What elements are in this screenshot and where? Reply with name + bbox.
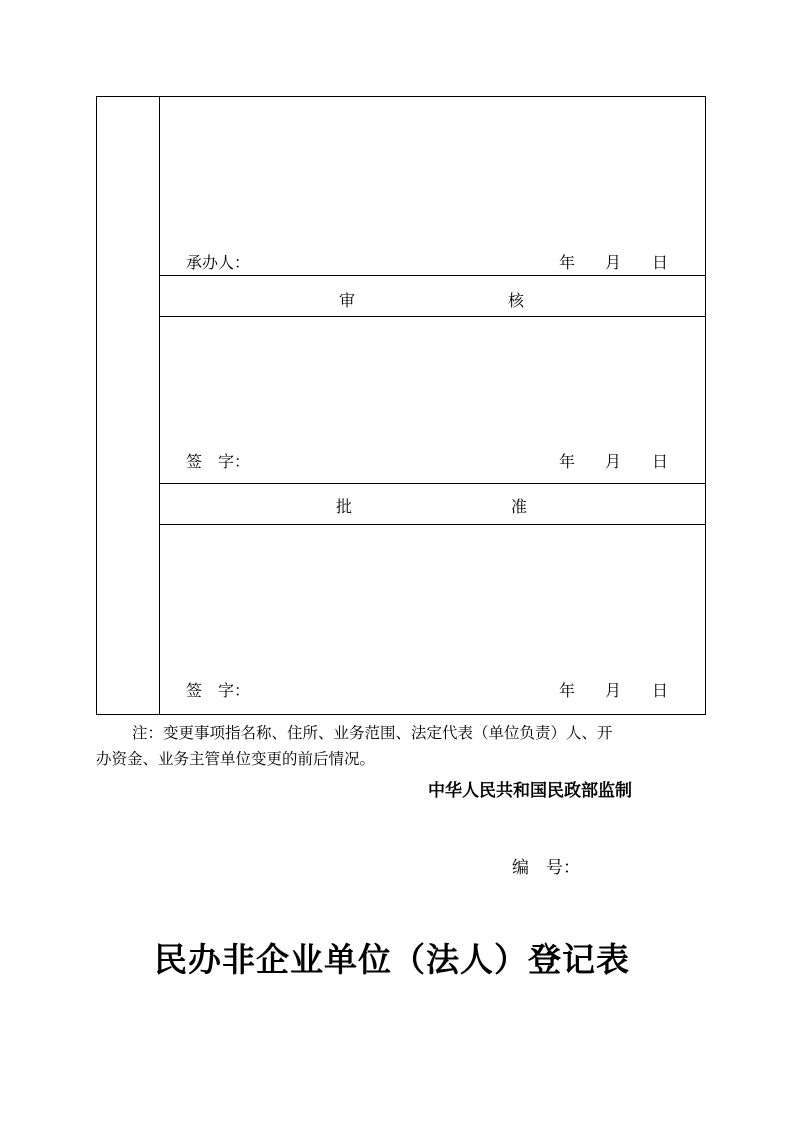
approve-sign-label: 签 字：	[186, 681, 251, 700]
handler-label: 承办人：	[186, 253, 251, 272]
left-column-divider	[159, 96, 160, 715]
row-divider-review-header	[159, 316, 706, 317]
handler-date-day: 日	[652, 253, 669, 272]
approve-header-left: 批	[336, 497, 353, 516]
review-sign-label: 签 字：	[186, 452, 251, 471]
row-divider-approve-header	[159, 524, 706, 525]
issuer-line: 中华人民共和国民政部监制	[428, 781, 632, 801]
approve-date-day: 日	[652, 681, 669, 700]
row-divider-handler	[159, 275, 706, 276]
approve-date-year: 年	[559, 681, 576, 700]
note-line-1: 注：变更事项指名称、住所、业务范围、法定代表（单位负责）人、开	[132, 724, 613, 742]
row-divider-review-sign	[159, 483, 706, 484]
review-header-left: 审	[339, 291, 356, 310]
note-line-2: 办资金、业务主管单位变更的前后情况。	[96, 750, 376, 768]
document-title: 民办非企业单位（法人）登记表	[154, 940, 630, 979]
handler-date-year: 年	[559, 253, 576, 272]
review-date-year: 年	[559, 452, 576, 471]
review-header-right: 核	[508, 291, 525, 310]
form-table-frame	[96, 96, 706, 715]
handler-date-month: 月	[605, 253, 622, 272]
review-date-day: 日	[652, 452, 669, 471]
review-date-month: 月	[605, 452, 622, 471]
approve-header-right: 准	[511, 497, 528, 516]
approve-date-month: 月	[605, 681, 622, 700]
serial-number-label: 编 号：	[512, 858, 580, 878]
